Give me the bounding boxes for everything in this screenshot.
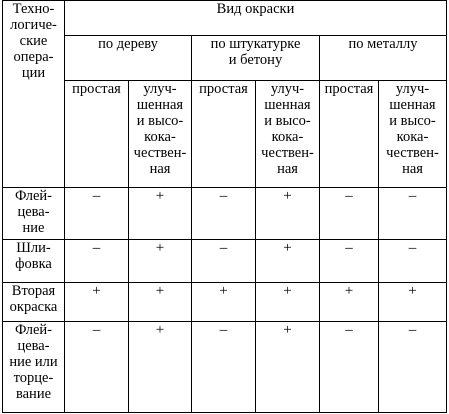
mark-cell: + — [256, 283, 320, 322]
table-row — [3, 240, 447, 283]
header-surface-plaster-concrete: по штукатурке и бетону — [192, 36, 320, 81]
mark-cell: + — [192, 283, 256, 322]
header-type-improved: улуч- шенная и высо- кока- чествен- ная — [256, 81, 320, 188]
mark-cell: – — [379, 240, 447, 283]
mark-cell: + — [129, 322, 192, 413]
header-paint-type: Вид окраски — [65, 1, 447, 36]
mark-cell: + — [256, 322, 320, 413]
mark-cell: + — [129, 188, 192, 240]
header-type-improved: улуч- шенная и высо- кока- чествен- ная — [379, 81, 447, 188]
operation-label: Флей- цева- ние или торце- вание — [3, 322, 65, 413]
mark-cell: + — [65, 283, 129, 322]
operation-label: Вторая окраска — [3, 283, 65, 322]
operation-label: Флей- цева- ние — [3, 188, 65, 240]
header-type-simple: простая — [192, 81, 256, 188]
mark-cell: – — [320, 322, 379, 413]
mark-cell: + — [379, 283, 447, 322]
mark-cell: – — [379, 322, 447, 413]
mark-cell: – — [192, 240, 256, 283]
painting-operations-table — [2, 0, 447, 413]
header-surface-metal: по металлу — [320, 36, 447, 81]
mark-cell: – — [192, 188, 256, 240]
mark-cell: – — [65, 322, 129, 413]
mark-cell: – — [379, 188, 447, 240]
mark-cell: + — [129, 283, 192, 322]
table-row — [3, 188, 447, 240]
mark-cell: – — [65, 240, 129, 283]
mark-cell: + — [129, 240, 192, 283]
mark-cell: + — [320, 283, 379, 322]
operation-label: Шли- фовка — [3, 240, 65, 283]
header-operations: Техно- логиче- ские опера- ции — [3, 1, 65, 188]
header-type-improved: улуч- шенная и высо- кока- чествен- ная — [129, 81, 192, 188]
mark-cell: – — [192, 322, 256, 413]
mark-cell: – — [320, 188, 379, 240]
table-row — [3, 283, 447, 322]
mark-cell: – — [65, 188, 129, 240]
header-surface-wood: по дереву — [65, 36, 192, 81]
mark-cell: + — [256, 240, 320, 283]
header-type-simple: простая — [320, 81, 379, 188]
mark-cell: – — [320, 240, 379, 283]
header-type-simple: простая — [65, 81, 129, 188]
mark-cell: + — [256, 188, 320, 240]
table-row — [3, 322, 447, 413]
